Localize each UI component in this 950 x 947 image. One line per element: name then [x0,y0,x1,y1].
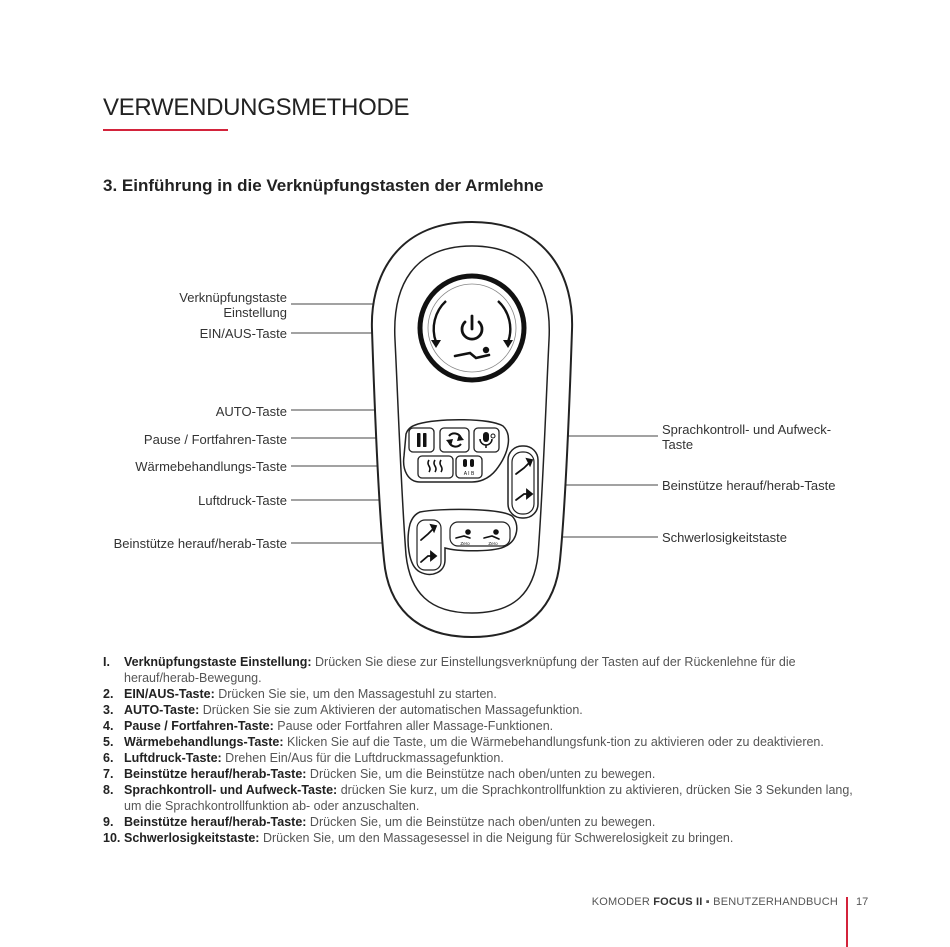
callout-legrest-right: Beinstütze herauf/herab-Taste [662,478,836,493]
list-item-number: 9. [103,815,114,829]
footer-divider [846,897,848,947]
list-item-term: Schwerlosigkeitstaste: [124,831,260,845]
list-item-text: drücken Sie kurz, um die Sprachkontrollfunktion zu aktivieren, drücken Sie 3 Sekunden lang, um die Sprachkontrollfunktion ab- oder anzuschalten. [124,783,853,813]
callout-auto: AUTO-Taste [215,404,287,419]
footer [592,896,838,908]
page-number: 17 [856,896,869,908]
page-title: VERWENDUNGSMETHODE [103,94,410,121]
remote-figure [0,215,950,655]
footer-separator: ▪ [705,896,710,908]
zero-gravity-button [450,522,510,546]
list-item-text: Drücken Sie diese zur Einstellungsverknüpfung der Tasten auf der Rückenlehne für die herauf/herab-Bewegung. [124,655,796,685]
list-item [103,734,855,750]
callout-voice-line2: Taste [662,437,694,452]
callout-heat: Wärmebehandlungs-Taste [135,459,287,474]
list-item-term: Beinstütze herauf/herab-Taste: [124,815,307,829]
footer-manual: BENUTZERHANDBUCH [713,896,838,908]
list-item-number: I. [103,655,110,669]
list-item [103,830,855,846]
list-item-text: Klicken Sie auf die Taste, um die Wärmebehandlungsfunk-tion zu aktivieren oder zu deaktivieren. [283,735,824,749]
list-item-number: 8. [103,783,114,797]
list-item-number: 3. [103,703,114,717]
callout-legrest-left: Beinstütze herauf/herab-Taste [113,536,287,551]
section-heading: 3. Einführung in die Verknüpfungstasten der Armlehne [103,176,544,195]
list-item [103,814,855,830]
list-item-number: 2. [103,687,114,701]
list-item-text: Drehen Ein/Aus für die Luftdruckmassagefunktion. [221,751,504,765]
list-item [103,750,855,766]
list-item [103,702,855,718]
list-item-term: Luftdruck-Taste: [124,751,222,765]
list-item-term: EIN/AUS-Taste: [124,687,215,701]
callout-linkage-setting-line1: Verknüpfungstaste [179,290,287,305]
callout-linkage-setting-line2: Einstellung [223,305,287,320]
description-list [103,654,855,846]
list-item-term: Beinstütze herauf/herab-Taste: [124,767,307,781]
list-item-text: Drücken Sie, um die Beinstütze nach oben/unten zu bewegen. [306,767,656,781]
list-item-number: 10. [103,831,121,845]
list-item-text: Drücken Sie, um die Beinstütze nach oben/unten zu bewegen. [306,815,656,829]
title-underline [103,129,228,131]
callout-voice [662,422,831,452]
zero-label-1: Zero [460,541,470,546]
list-item-number: 5. [103,735,114,749]
list-item-text: Drücken Sie, um den Massagesessel in die Neigung für Schwerelosigkeit zu bringen. [259,831,734,845]
callout-pause: Pause / Fortfahren-Taste [143,432,287,447]
list-item [103,766,855,782]
footer-product: FOCUS II [653,896,703,908]
callout-airpressure: Luftdruck-Taste [198,493,287,508]
list-item [103,718,855,734]
list-item-number: 4. [103,719,114,733]
list-item-text: Drücken Sie sie, um den Massagestuhl zu starten. [214,687,497,701]
callout-zerogravity: Schwerlosigkeitstaste [662,530,787,545]
list-item [103,782,855,814]
callout-power: EIN/AUS-Taste [199,326,287,341]
list-item-text: Pause oder Fortfahren aller Massage-Funktionen. [273,719,554,733]
auto-button [440,428,469,452]
list-item-number: 6. [103,751,114,765]
airpressure-label: A I B [463,471,475,477]
list-item [103,686,855,702]
zero-label-2: Zero [488,541,498,546]
list-item [103,654,855,686]
list-item-text: Drücken Sie sie zum Aktivieren der automatischen Massagefunktion. [199,703,583,717]
list-item-term: Pause / Fortfahren-Taste: [124,719,274,733]
list-item-term: Wärmebehandlungs-Taste: [124,735,284,749]
footer-brand: KOMODER [591,896,650,908]
pause-button [409,428,434,452]
callout-voice-line1: Sprachkontroll- und Aufweck- [662,422,832,437]
list-item-term: AUTO-Taste: [124,703,200,717]
list-item-number: 7. [103,767,114,781]
callout-linkage-setting [179,290,287,320]
list-item-term: Sprachkontroll- und Aufweck-Taste: [124,783,338,797]
list-item-term: Verknüpfungstaste Einstellung: [124,655,312,669]
